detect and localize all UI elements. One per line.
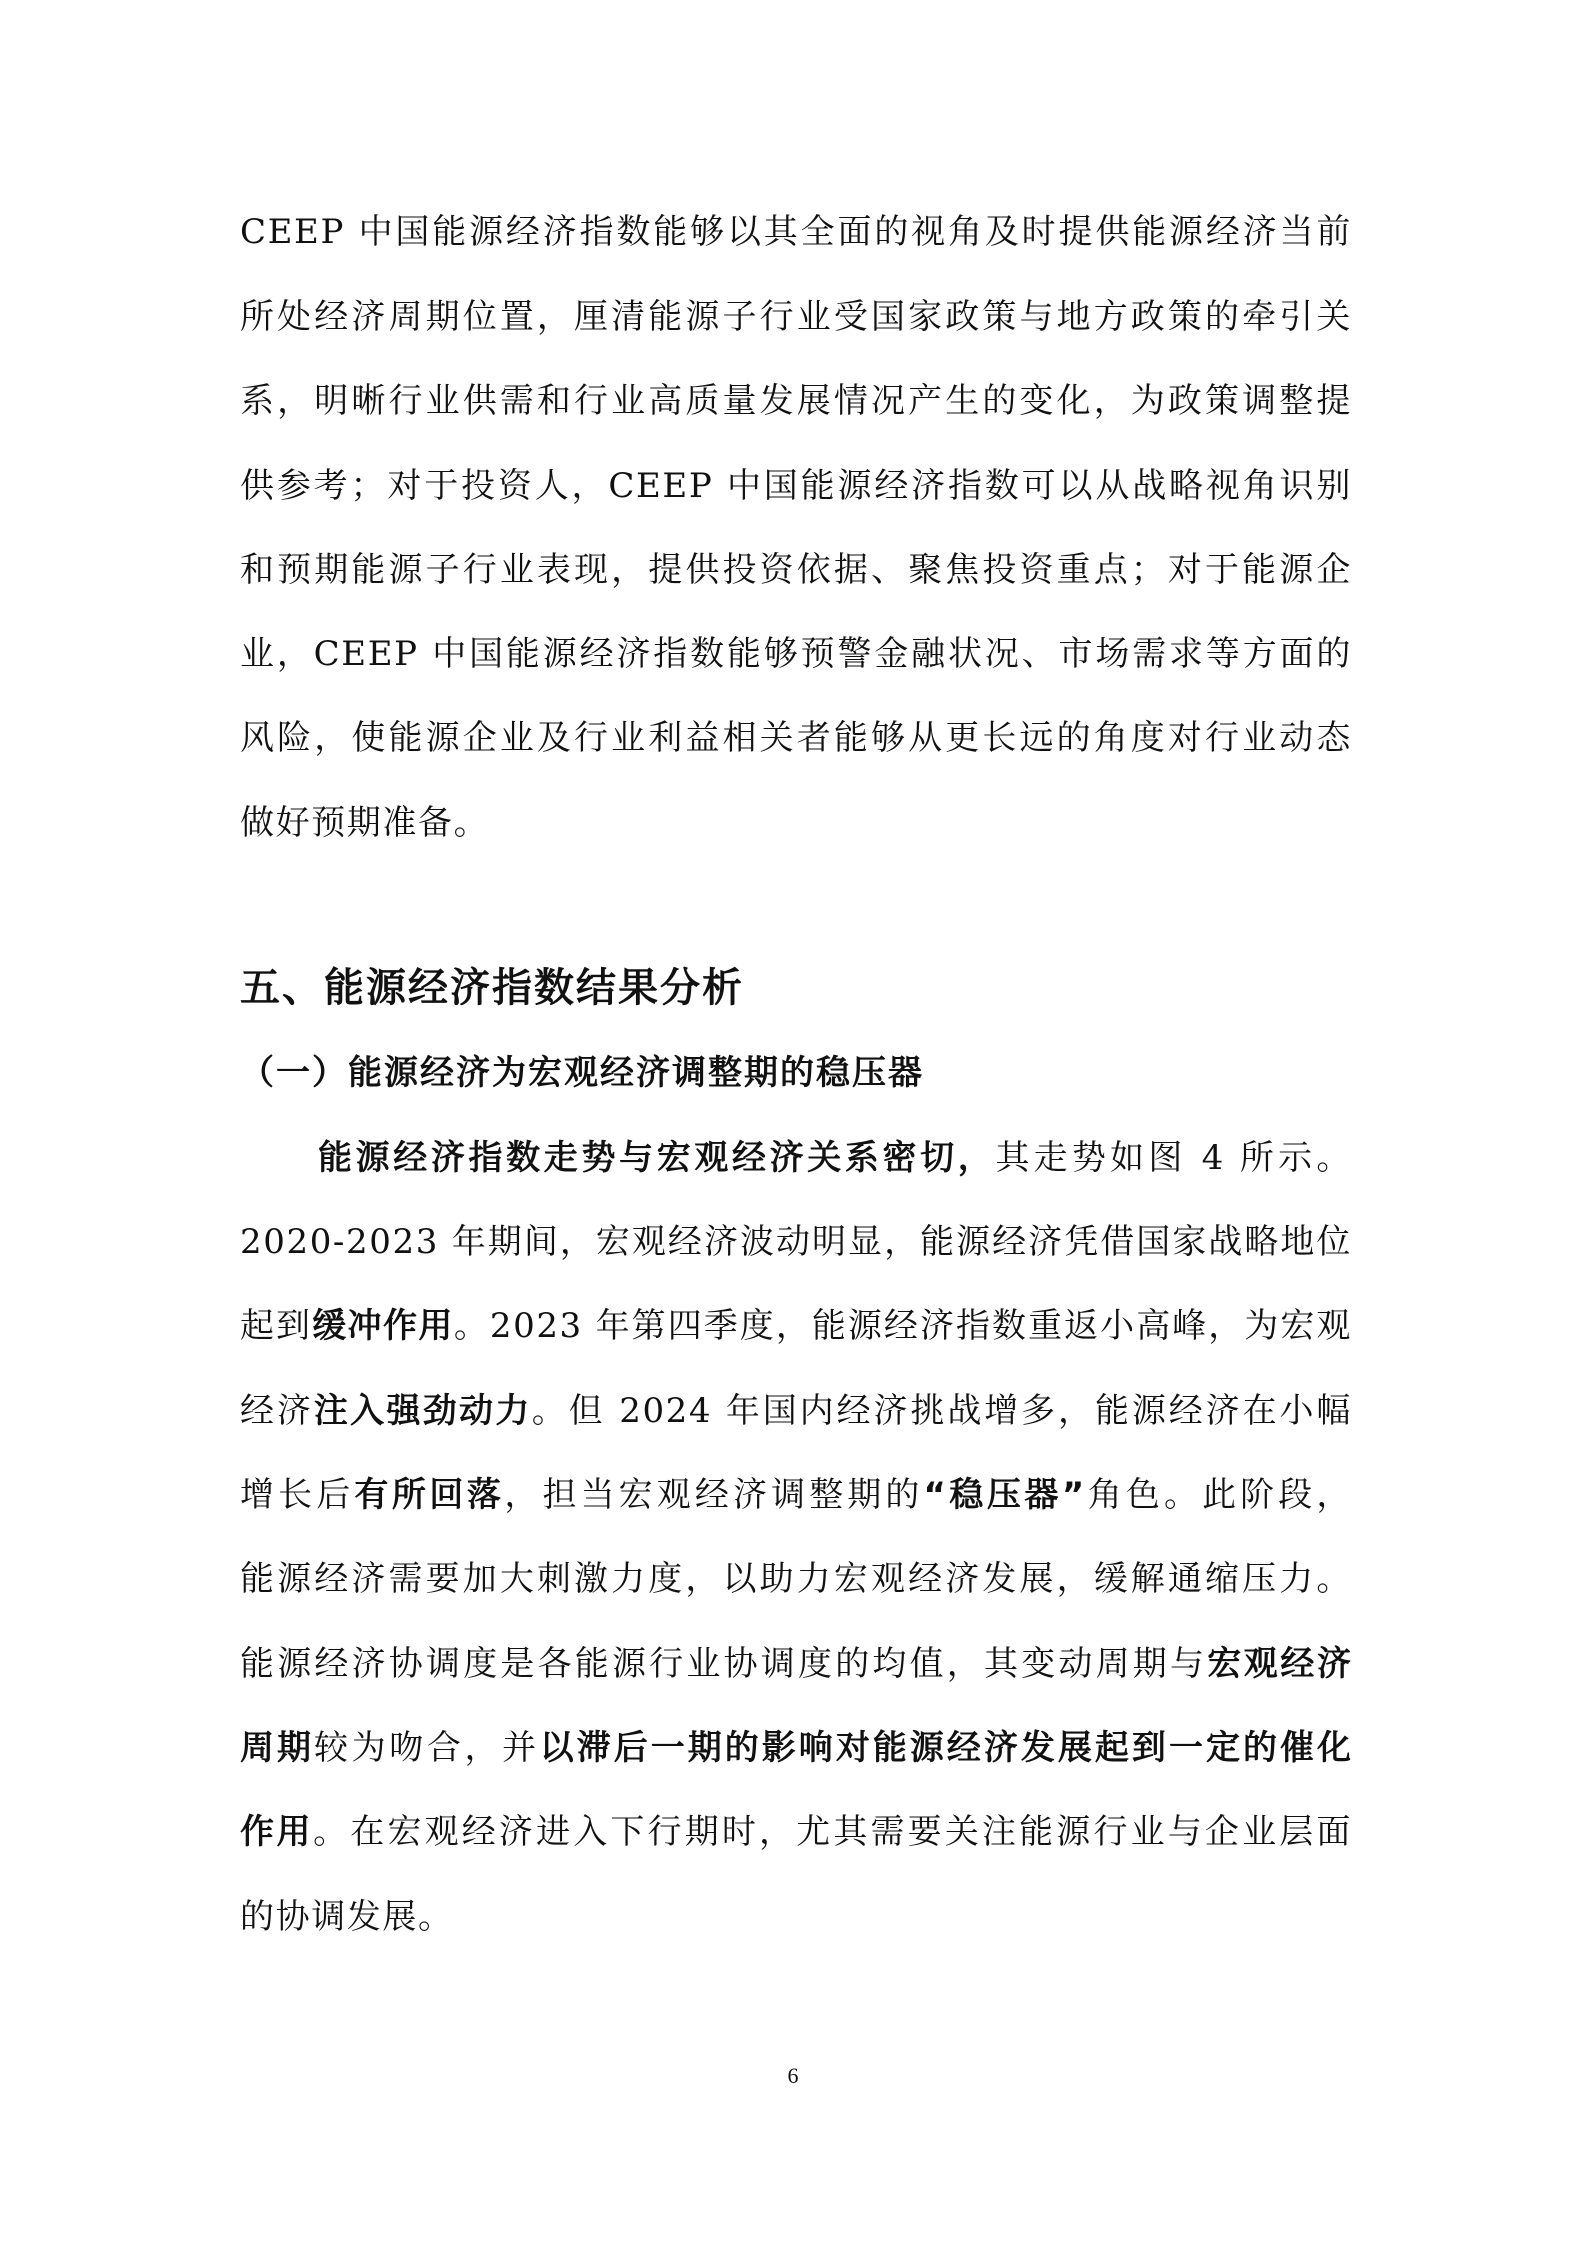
paragraph-line: 风险，使能源企业及行业利益相关者能够从更长远的角度对行业动态 [240,718,1352,758]
text: 能源经济协调度是各能源行业协调度的均值，其变动周期与 [240,1644,1208,1684]
text: 。2023 年第四季度，能源经济指数重返小高峰，为宏观 [453,1306,1352,1346]
paragraph-line [240,1556,1352,1602]
text: 较为吻合，并 [314,1728,540,1768]
text: 增长后 [240,1475,355,1515]
page-number: 6 [787,2063,799,2088]
text: 角色。此阶段， [1085,1475,1352,1515]
subsection-heading: （一）能源经济为宏观经济调整期的稳压器 [240,1053,924,1093]
paragraph-line [318,1135,1352,1181]
text: 。在宏观经济进入下行期时，尤其需要关注能源行业与企业层面 [313,1812,1352,1852]
bold-text: 能源经济指数走势与宏观经济关系密切， [318,1138,996,1178]
paragraph-line: CEEP 中国能源经济指数能够以其全面的视角及时提供能源经济当前 [240,212,1352,252]
bold-text: 周期 [240,1728,315,1768]
text: 2020-2023 年期间，宏观经济波动明显，能源经济凭借国家战略地位 [240,1222,1352,1262]
paragraph-line: 供参考；对于投资人，CEEP 中国能源经济指数可以从战略视角识别 [240,466,1352,506]
paragraph-line [240,1809,1352,1855]
paragraph-line: 业，CEEP 中国能源经济指数能够预警金融状况、市场需求等方面的 [240,634,1352,674]
bold-text: 注入强劲动力 [313,1391,532,1431]
paragraph-line: 和预期能源子行业表现，提供投资依据、聚焦投资重点；对于能源企 [240,550,1352,590]
text: 的协调发展。 [240,1897,454,1937]
paragraph-line [240,1388,1352,1434]
section-heading: 五、能源经济指数结果分析 [240,965,744,1011]
text: 经济 [240,1391,314,1431]
paragraph-line [240,1894,1352,1940]
paragraph-line [240,1219,1352,1265]
text: 起到 [240,1306,313,1346]
bold-text: 有所回落 [354,1475,505,1515]
paragraph-line [240,1725,1352,1771]
bold-text: 以滞后一期的影响对能源经济发展起到一定的催化 [539,1728,1352,1768]
text: 其走势如图 4 所示。 [995,1138,1352,1178]
text: 能源经济需要加大刺激力度，以助力宏观经济发展，缓解通缩压力。 [240,1559,1352,1599]
paragraph-line: 做好预期准备。 [240,803,490,843]
paragraph-line [240,1472,1352,1518]
paragraph-line [240,1641,1352,1687]
paragraph-line: 系，明晰行业供需和行业高质量发展情况产生的变化，为政策调整提 [240,381,1352,421]
bold-text: 缓冲作用 [312,1306,454,1346]
text: 。但 2024 年国内经济挑战增多，能源经济在小幅 [531,1391,1353,1431]
text: ，担当宏观经济调整期的 [504,1475,924,1515]
bold-text: 作用 [240,1812,314,1852]
paragraph-line [240,1303,1352,1349]
bold-text: 宏观经济 [1207,1644,1353,1684]
paragraph-line: 所处经济周期位置，厘清能源子行业受国家政策与地方政策的牵引关 [240,297,1352,337]
bold-text: “稳压器” [923,1475,1086,1515]
